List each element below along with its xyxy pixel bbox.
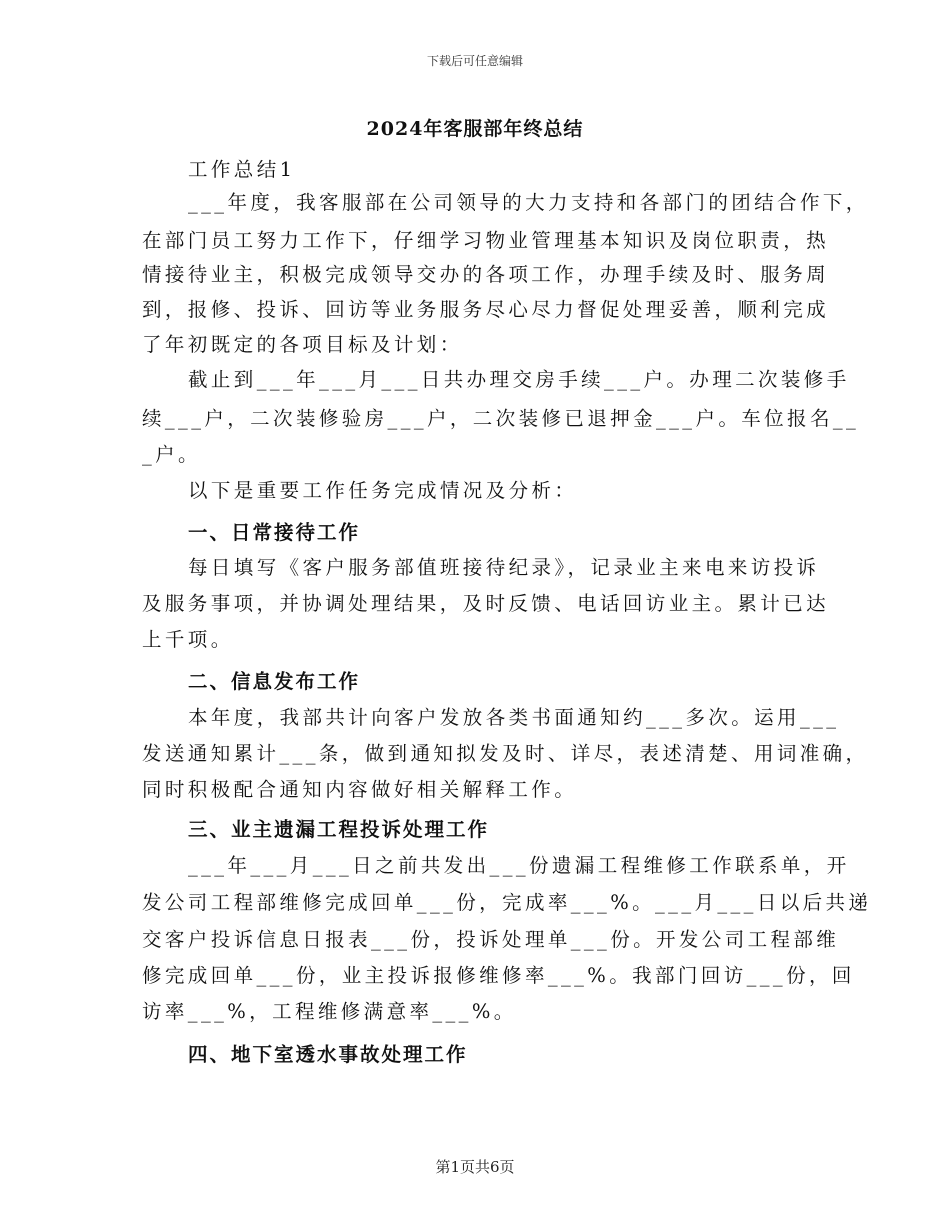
body-text-line: 发送通知累计___条，做到通知拟发及时、详尽，表述清楚、用词准确， xyxy=(142,742,869,765)
body-text-line: 截止到___年___月___日共办理交房手续___户。办理二次装修手 xyxy=(188,368,850,391)
body-text-line: 本年度，我部共计向客户发放各类书面通知约___多次。运用___ xyxy=(188,706,840,729)
body-text-line: 在部门员工努力工作下，仔细学习物业管理基本知识及岗位职责，热 xyxy=(142,229,830,252)
body-text-line: 同时积极配合通知内容做好相关解释工作。 xyxy=(142,778,578,801)
section-heading: 二、信息发布工作 xyxy=(188,670,361,693)
body-text-line: 以下是重要工作任务完成情况及分析： xyxy=(188,479,578,502)
body-text-line: 发公司工程部维修完成回单___份，完成率___%。___月___日以后共递 xyxy=(142,891,872,914)
body-text-line: 到，报修、投诉、回访等业务服务尽心尽力督促处理妥善，顺利完成 xyxy=(142,298,830,321)
body-text-line: 了年初既定的各项目标及计划： xyxy=(142,333,463,356)
body-text-line: _户。 xyxy=(142,443,201,466)
section-heading: 四、地下室透水事故处理工作 xyxy=(188,1043,468,1066)
body-text-line: 访率___%，工程维修满意率___%。 xyxy=(142,1000,517,1023)
section-heading: 一、日常接待工作 xyxy=(188,521,361,544)
body-text-line: 每日填写《客户服务部值班接待纪录》，记录业主来电来访投诉 xyxy=(188,556,820,579)
body-text-line: 及服务事项，并协调处理结果，及时反馈、电话回访业主。累计已达 xyxy=(142,592,830,615)
body-text-line: 工作总结1 xyxy=(188,158,296,181)
body-text-line: ___年___月___日之前共发出___份遗漏工程维修工作联系单，开 xyxy=(188,854,850,877)
body-text-line: 上千项。 xyxy=(142,628,234,651)
body-text-line: 交客户投诉信息日报表___份，投诉处理单___份。开发公司工程部维 xyxy=(142,928,840,951)
document-title: 2024年客服部年终总结 xyxy=(366,118,584,140)
body-text-line: ___年度，我客服部在公司领导的大力支持和各部门的团结合作下， xyxy=(188,191,869,214)
page-footer: 第1页共6页 xyxy=(435,1158,515,1176)
body-text-line: 修完成回单___份，业主投诉报修维修率___%。我部门回访___份，回 xyxy=(142,964,855,987)
section-heading: 三、业主遗漏工程投诉处理工作 xyxy=(188,818,490,841)
body-text-line: 情接待业主，积极完成领导交办的各项工作，办理手续及时、服务周 xyxy=(142,263,830,286)
body-text-line: 续___户，二次装修验房___户，二次装修已退押金___户。车位报名__ xyxy=(142,407,860,430)
page-header: 下载后可任意编辑 xyxy=(426,54,523,68)
